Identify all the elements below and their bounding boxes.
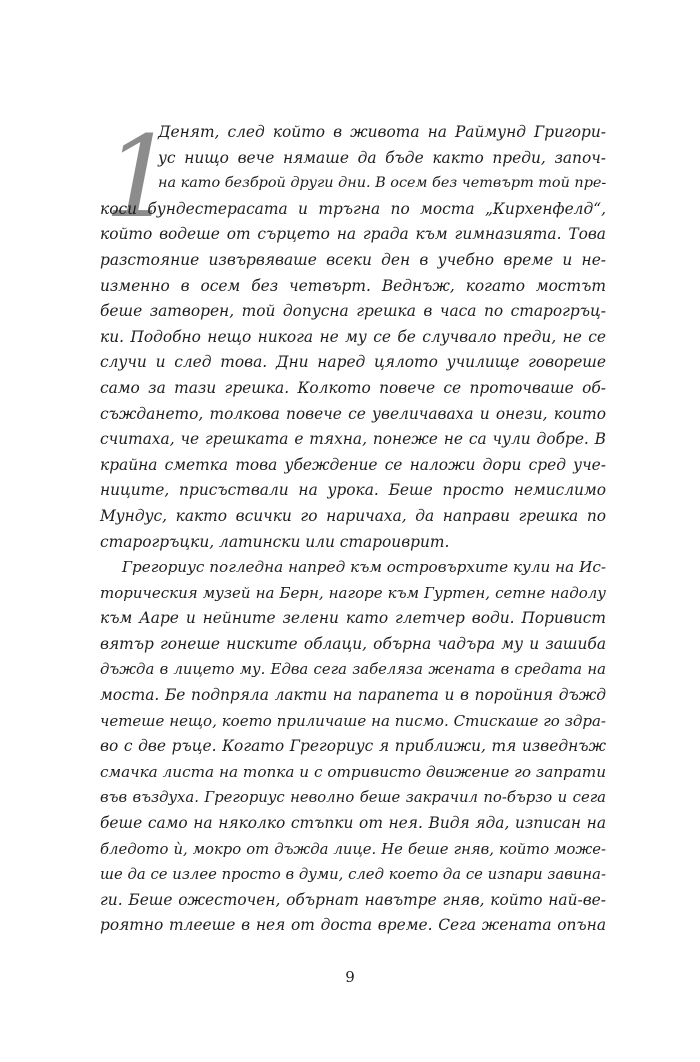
- text-line: коси бундестерасата и тръгна по моста „Кирхенфелд“,: [100, 199, 606, 218]
- text-line: Денят, след който в живота на Раймунд Григори-: [158, 123, 606, 141]
- text-line: дъжда в лицето му. Едва сега забеляза жената в средата на: [100, 661, 606, 679]
- text-line: моста. Бе подпряла лакти на парапета и в поройния дъжд: [100, 686, 606, 705]
- text-line: беше само на няколко стъпки от нея. Видя яда, изписан на: [100, 814, 606, 833]
- body-text: [100, 113, 607, 939]
- text-line: съждането, толкова повече се увеличаваха и онези, които: [100, 404, 606, 423]
- text-line: вятър гонеше ниските облаци, обърна чадъра му и зашиба: [100, 634, 606, 653]
- text-line: Грегориус погледна напред към островърхите кули на Ис-: [122, 558, 606, 577]
- text-line: ше да се излее просто в думи, след което да се изпари завина-: [100, 866, 606, 884]
- text-line: бледото ѝ, мокро от дъжда лице. Не беше гняв, който може-: [100, 840, 606, 858]
- text-line: ки. Подобно нещо никога не му се бе случвало преди, не се: [100, 327, 606, 346]
- text-line: във въздуха. Грегориус неволно беше закрачил по-бързо и сега: [100, 789, 606, 807]
- text-line: към Ааре и нейните зелени като глетчер води. Поривист: [100, 609, 606, 628]
- text-line: ги. Беше ожесточен, обърнат навътре гняв, който най-ве-: [100, 890, 606, 909]
- page-number: 9: [345, 968, 355, 986]
- text-line: ус нищо вече нямаше да бъде както преди, започ-: [158, 148, 606, 167]
- drop-cap-chapter-number: 1: [104, 113, 176, 243]
- text-line: Мундус, както всички го наричаха, да направи грешка по: [100, 506, 606, 525]
- text-line: смачка листа на топка и с отривисто движение го запрати: [100, 762, 606, 781]
- text-line: който водеше от сърцето на града към гимназията. Това: [100, 225, 606, 244]
- text-line: ниците, присъствали на урока. Беше просто немислимо: [100, 481, 606, 500]
- text-line: торическия музей на Берн, нагоре към Гуртен, сетне надолу: [100, 583, 606, 602]
- text-line: крайна сметка това убеждение се наложи дори сред уче-: [100, 455, 606, 474]
- text-line: разстояние извървяваше всеки ден в учебно време и не-: [100, 250, 606, 269]
- text-line: старогръцки, латински или староиврит.: [100, 532, 450, 551]
- text-line: во с две ръце. Когато Грегориус я приближи, тя изведнъж: [100, 737, 606, 756]
- text-line: само за тази грешка. Колкото повече се проточваше об-: [100, 378, 606, 397]
- text-line: изменно в осем без четвърт. Веднъж, когато мостът: [100, 276, 606, 295]
- text-line: считаха, че грешката е тяхна, понеже не са чули добре. В: [100, 430, 606, 449]
- text-line: роятно тлееше в нея от доста време. Сега жената опъна: [100, 916, 606, 935]
- text-line: случи и след това. Дни наред цялото училище говореше: [100, 353, 606, 372]
- text-line: на като безброй други дни. В осем без четвърт той пре-: [158, 175, 607, 192]
- text-line: беше затворен, той допусна грешка в часа по старогръц-: [100, 302, 606, 321]
- text-line: четеше нещо, което приличаше на писмо. Стискаше го здра-: [100, 711, 606, 730]
